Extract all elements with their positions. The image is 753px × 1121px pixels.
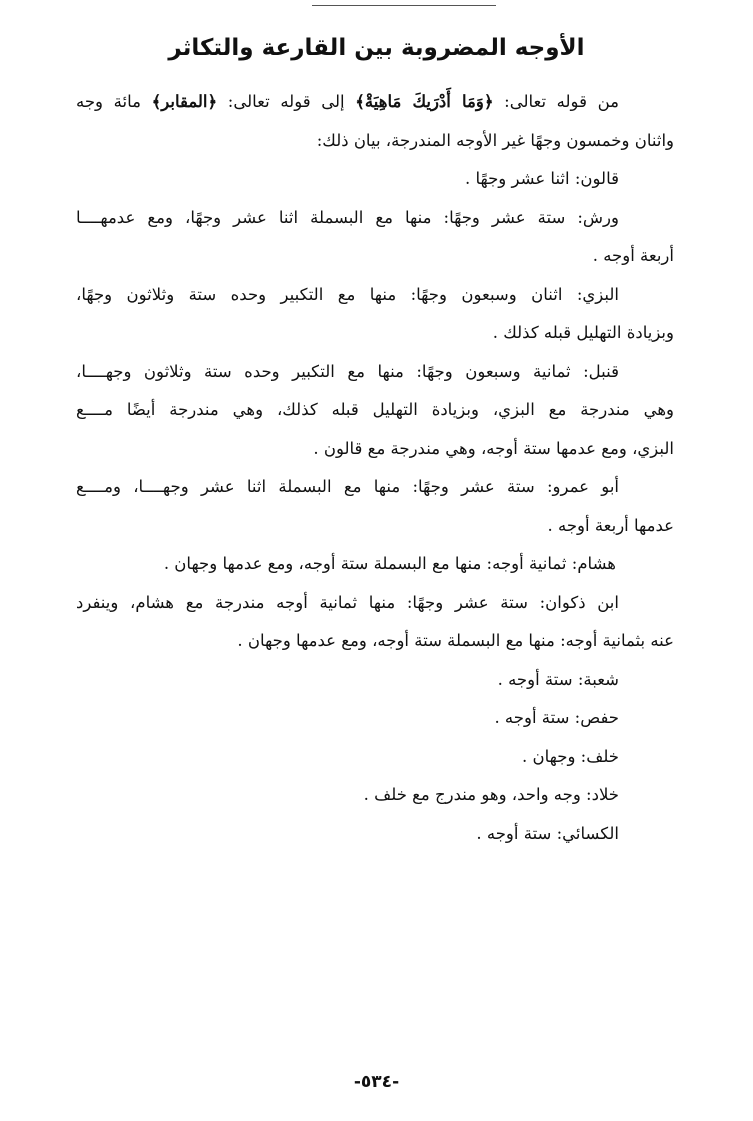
quran-quote-1: ﴿وَمَا أَدْرَيكَ مَاهِيَةْ﴾: [355, 92, 494, 111]
intro-suffix: مائة وجه: [76, 92, 152, 111]
intro-line-1: [76, 83, 674, 122]
entry-warsh-line-2: أربعة أوجه .: [592, 246, 674, 265]
entry-hisham-line-1: هشام: ثمانية أوجه: منها مع البسملة ستة أوجه، ومع عدمها وجهان .: [163, 554, 616, 573]
top-rule-divider: [312, 5, 496, 6]
entry-abu-amr-line-1: أبو عمرو: ستة عشر وجهًا: منها مع البسملة اثنا عشر وجهــــا، ومــــع: [76, 477, 619, 496]
intro-prefix: من قوله تعالى:: [493, 92, 619, 111]
entry-hafs-line-1: حفص: ستة أوجه .: [494, 708, 619, 727]
entry-bazzi-line-1: البزي: اثنان وسبعون وجهًا: منها مع التكبير وحده ستة وثلاثون وجهًا،: [76, 284, 619, 304]
entry-ibn-dhakwan-line-1: ابن ذكوان: ستة عشر وجهًا: منها ثمانية أوجه مندرجة مع هشام، وينفرد: [76, 592, 619, 612]
entry-qunbul-line-3: البزي، ومع عدمها ستة أوجه، وهي مندرجة مع قالون .: [313, 438, 674, 458]
body-text: [76, 83, 674, 853]
entry-warsh-line-1: ورش: ستة عشر وجهًا: منها مع البسملة اثنا عشر وجهًا، ومع عدمهــــا: [76, 207, 619, 227]
entry-khalaf-line-1: خلف: وجهان .: [522, 746, 619, 766]
entry-shuba-line-1: شعبة: ستة أوجه .: [497, 669, 619, 689]
entry-qunbul-line-1: قنبل: ثمانية وسبعون وجهًا: منها مع التكبير وحده ستة وثلاثون وجهــــا،: [76, 361, 619, 381]
entry-qalun-line-1: قالون: اثنا عشر وجهًا .: [464, 169, 619, 188]
entry-ibn-dhakwan-line-2: عنه بثمانية أوجه: منها مع البسملة ستة أوجه، ومع عدمها وجهان .: [237, 631, 674, 650]
page-title: الأوجه المضروبة بين القارعة والتكاثر: [168, 35, 585, 61]
entry-kisai-line-1: الكسائي: ستة أوجه .: [476, 823, 619, 843]
intro-line-2: واثنان وخمسون وجهًا غير الأوجه المندرجة، بيان ذلك:: [316, 130, 674, 150]
entry-khallad-line-1: خلاد: وجه واحد، وهو مندرج مع خلف .: [363, 785, 619, 804]
entry-qunbul-line-2: وهي مندرجة مع البزي، وبزيادة التهليل قبله كذلك، وهي مندرجة أيضًا مــــع: [76, 400, 674, 419]
intro-middle: إلى قوله تعالى:: [217, 92, 356, 111]
entry-bazzi-line-2: وبزيادة التهليل قبله كذلك .: [492, 323, 674, 342]
page-number: -٥٣٤-: [353, 1072, 400, 1092]
entry-abu-amr-line-2: عدمها أربعة أوجه .: [547, 515, 674, 535]
quran-quote-2: ﴿المقابر﴾: [151, 92, 218, 111]
